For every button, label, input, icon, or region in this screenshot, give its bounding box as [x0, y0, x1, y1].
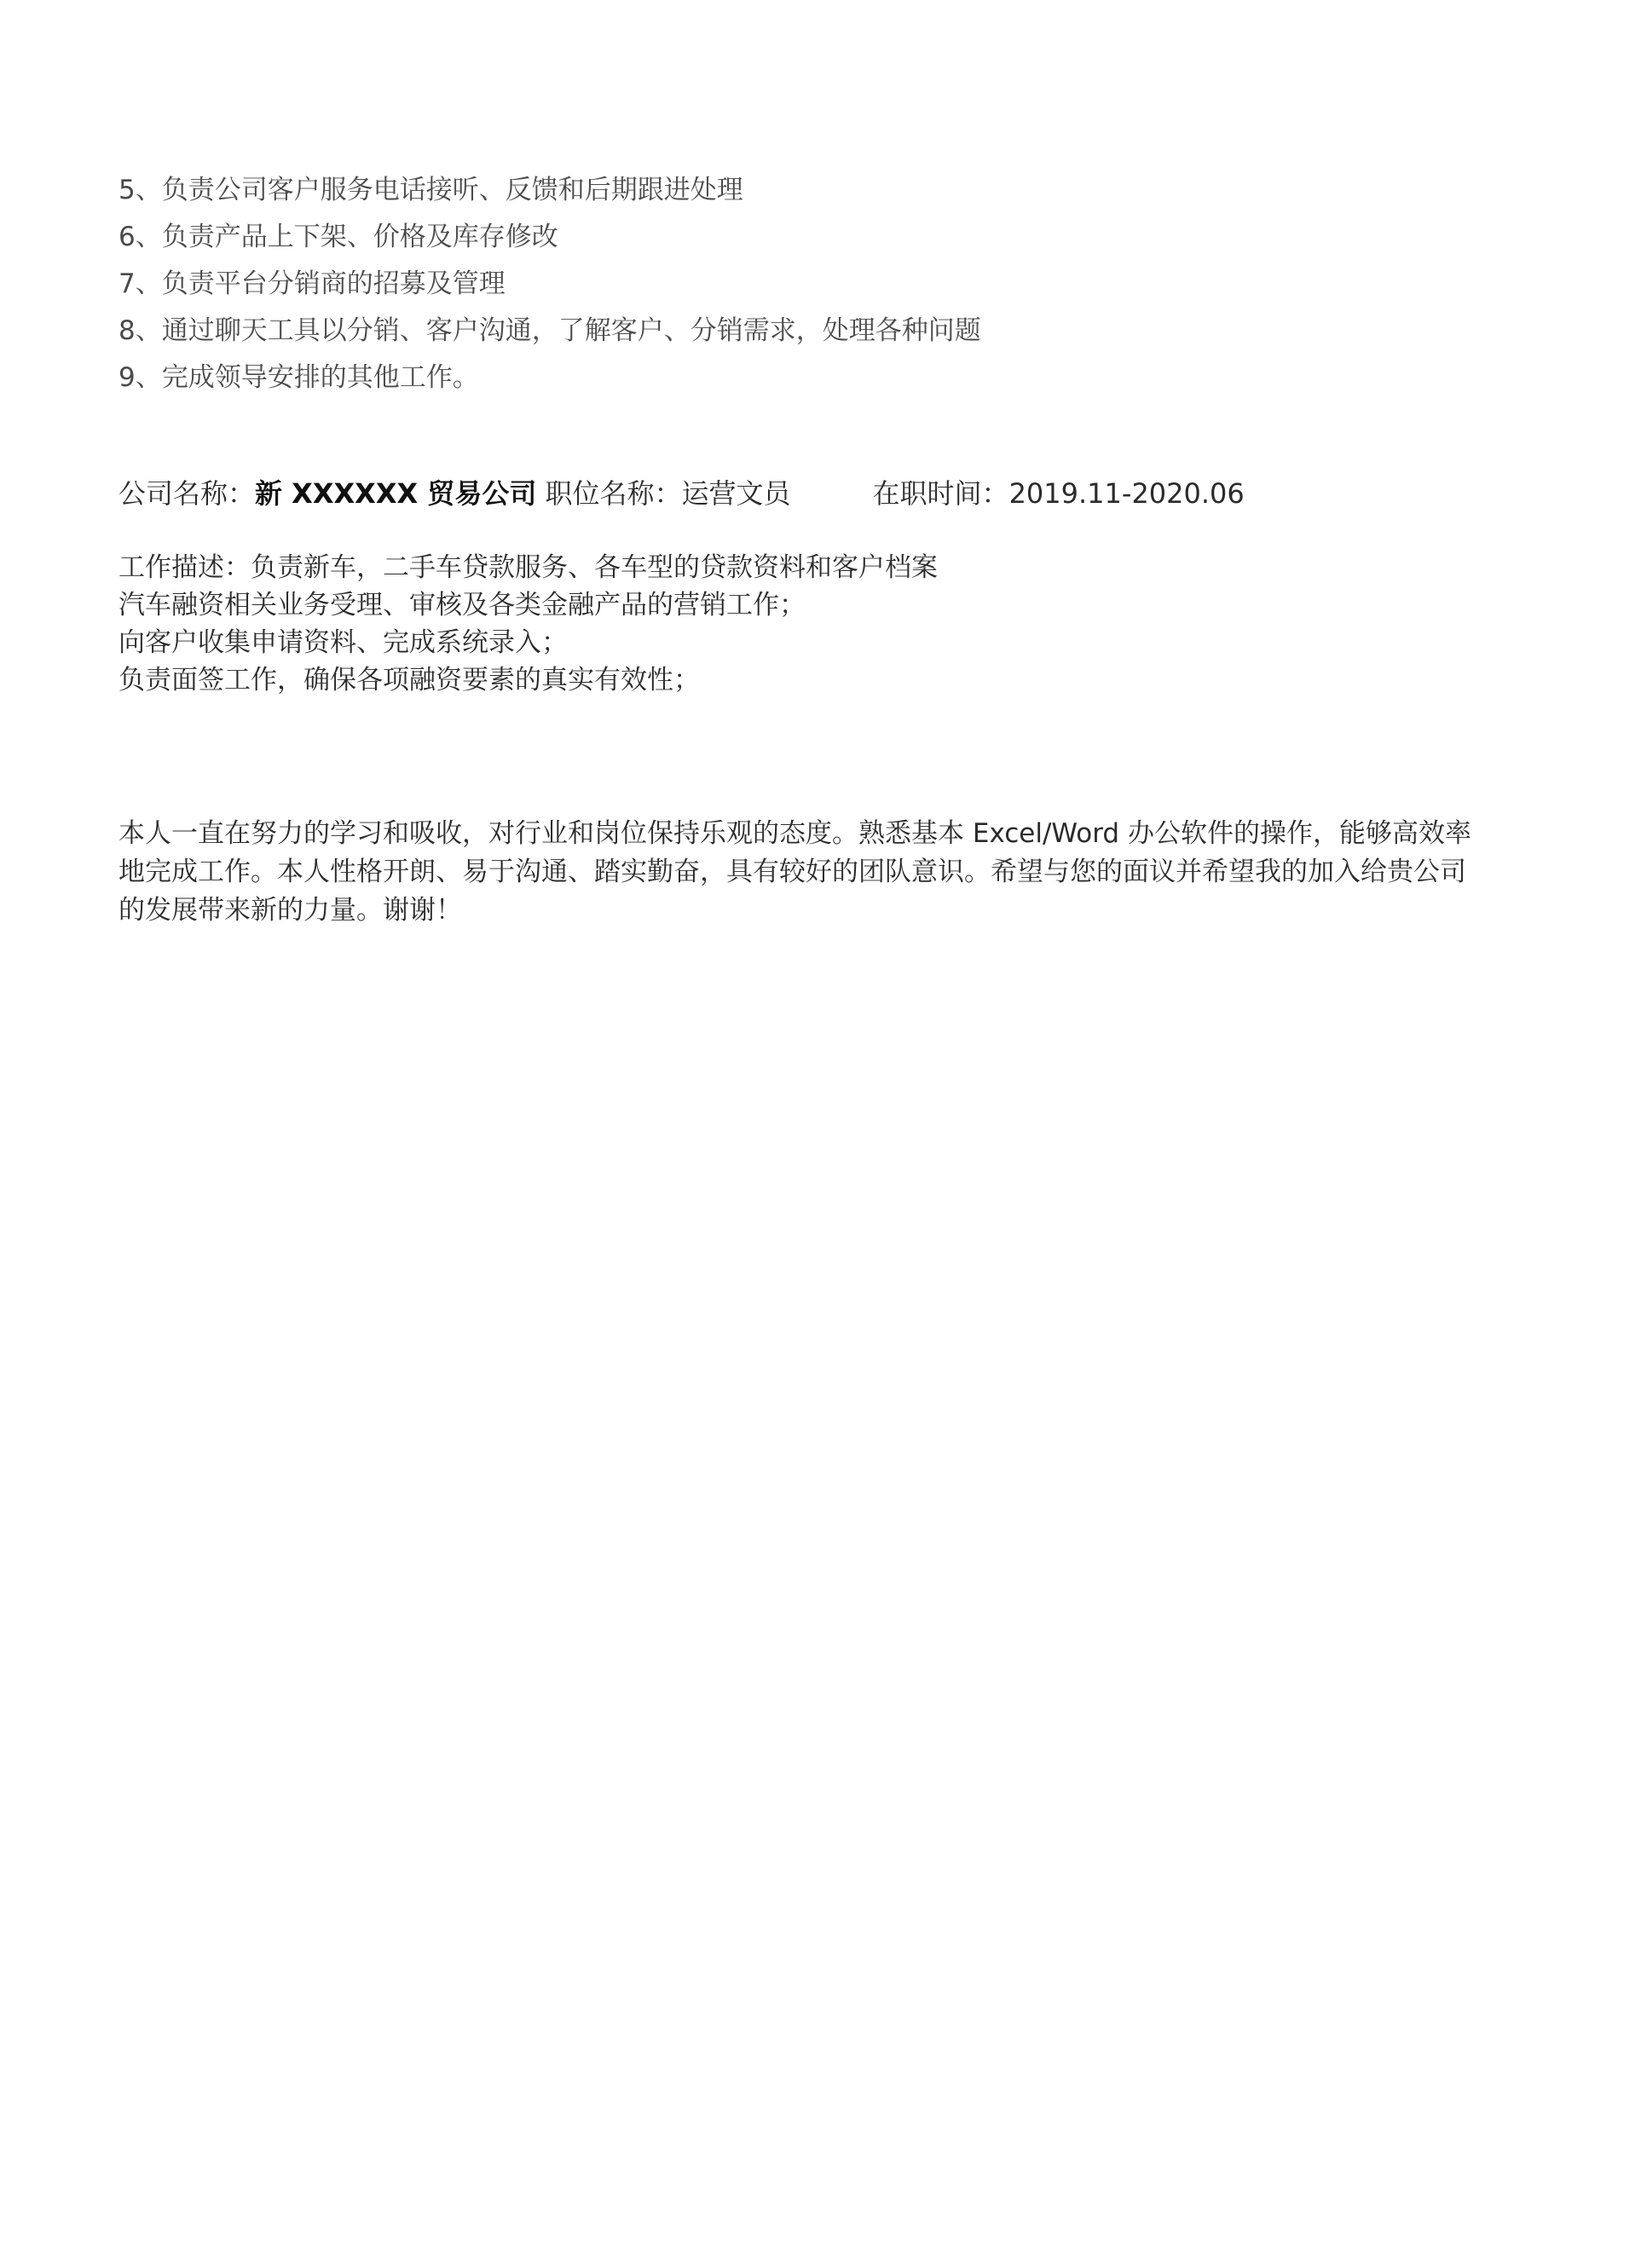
- duty-item: 8、通过聊天工具以分销、客户沟通，了解客户、分销需求，处理各种问题: [118, 315, 981, 346]
- self-evaluation: [118, 815, 1534, 930]
- duty-item: 7、负责平台分销商的招募及管理: [118, 268, 506, 299]
- position-value: 运营文员: [681, 477, 791, 510]
- position-label: 职位名称：: [545, 477, 682, 510]
- description-line: 负责面签工作，确保各项融资要素的真实有效性；: [118, 665, 700, 695]
- duty-item: 5、负责公司客户服务电话接听、反馈和后期跟进处理: [118, 175, 743, 205]
- description-line: 向客户收集申请资料、完成系统录入；: [118, 627, 568, 658]
- description-line: 汽车融资相关业务受理、审核及各类金融产品的营销工作；: [118, 590, 806, 620]
- duty-item: 9、完成领导安排的其他工作。: [118, 362, 479, 393]
- tenure-value: 2019.11-2020.06: [1008, 477, 1245, 510]
- evaluation-line: 的发展带来新的力量。谢谢！: [118, 895, 462, 926]
- description-line: 工作描述：负责新车，二手车贷款服务、各车型的贷款资料和客户档案: [118, 552, 938, 583]
- job-description: [118, 549, 1525, 699]
- company-name: 新 XXXXXX 贸易公司: [255, 477, 537, 510]
- evaluation-line: 本人一直在努力的学习和吸收，对行业和岗位保持乐观的态度。熟悉基本 Excel/Word 办公软件的操作，能够高效率: [118, 818, 1471, 849]
- evaluation-line: 地完成工作。本人性格开朗、易于沟通、踏实勤奋，具有较好的团队意识。希望与您的面议并希望我的加入给贵公司: [118, 857, 1466, 887]
- duty-list: [118, 167, 1525, 401]
- tenure-label: 在职时间：: [872, 477, 1009, 510]
- company-label: 公司名称：: [118, 477, 256, 510]
- job-header: [118, 471, 1245, 516]
- duty-item: 6、负责产品上下架、价格及库存修改: [118, 222, 558, 252]
